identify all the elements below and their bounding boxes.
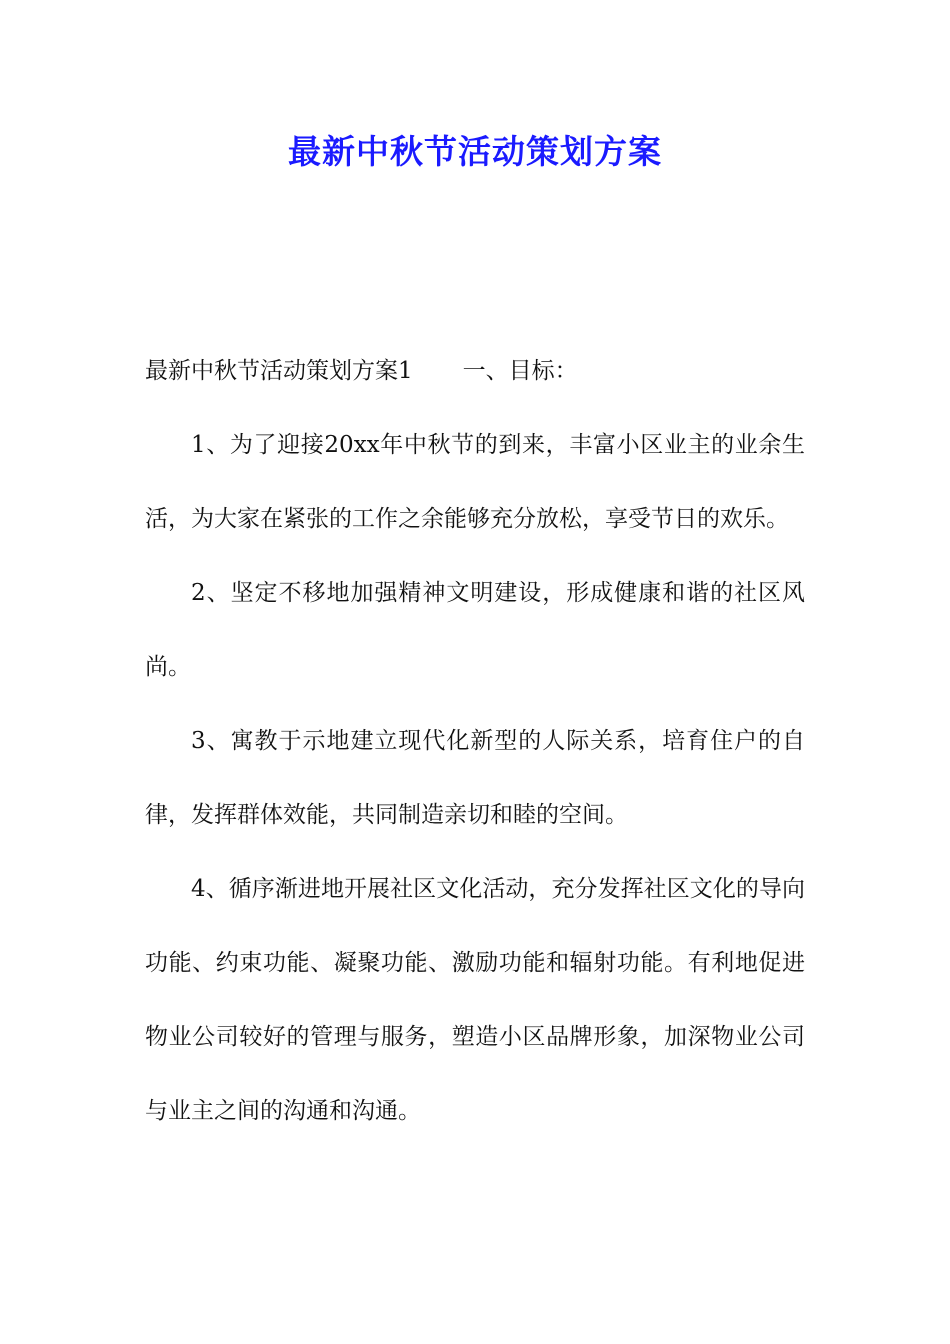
document-title: 最新中秋节活动策划方案 (288, 132, 662, 171)
paragraph-1: 1、为了迎接20xx年中秋节的到来，丰富小区业主的业余生活，为大家在紧张的工作之余能够充分放松，享受节日的欢乐。 (145, 432, 805, 532)
paragraph-4: 4、循序渐进地开展社区文化活动，充分发挥社区文化的导向功能、约束功能、凝聚功能、激励功能和辐射功能。有利地促进物业公司较好的管理与服务，塑造小区品牌形象，加深物业公司与业主之间的沟通和沟通。 (145, 876, 805, 1124)
document-body (145, 334, 805, 1148)
subheading: 一、目标： (462, 358, 578, 384)
section-heading: 最新中秋节活动策划方案1 (145, 358, 413, 384)
section-heading-line (145, 334, 805, 408)
paragraph-3: 3、寓教于示地建立现代化新型的人际关系，培育住户的自律，发挥群体效能，共同制造亲切和睦的空间。 (145, 728, 805, 828)
paragraph-2: 2、坚定不移地加强精神文明建设，形成健康和谐的社区风尚。 (145, 580, 805, 680)
